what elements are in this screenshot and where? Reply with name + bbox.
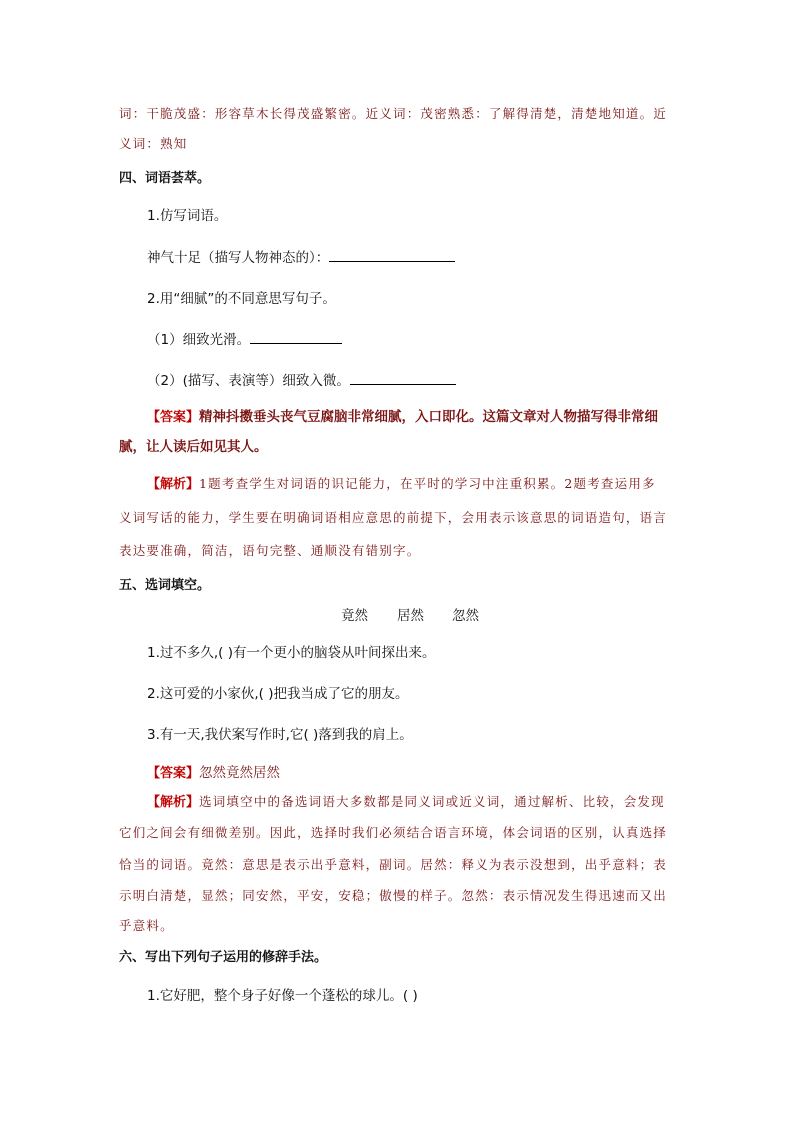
question-line [147,246,455,266]
question-text: （1）细致光滑。 [147,332,251,348]
answer-text: 精神抖擞垂头丧气豆腐脑非常细腻，入口即化。这篇文章对人物描写得非常细 [199,409,659,425]
analysis-block [147,473,656,492]
question-line [147,328,342,348]
analysis-block [147,791,665,810]
question-line: 2.这可爱的小家伙,( )把我当成了它的朋友。 [147,686,409,702]
word-choice: 居然 [397,608,424,624]
answer-tag: 【答案】 [147,410,200,425]
question-title: 1.仿写词语。 [147,208,228,224]
answer-text: 忽然竟然居然 [199,765,281,781]
section-heading: 五、选词填空。 [119,578,211,593]
analysis-tag: 【解析】 [147,795,200,810]
question-line: 3.有一天,我伏案写作时,它( )落到我的肩上。 [147,727,413,743]
question-text: 神气十足（描写人物神态的）： [147,250,330,266]
analysis-text: 恰当的词语。竟然：意思是表示出乎意料，副词。居然：释义为表示没想到，出乎意料；表 [119,857,668,872]
question-title: 2.用“细腻”的不同意思写句子。 [147,291,336,307]
analysis-text: 表达要准确，简洁，语句完整、通顺没有错别字。 [119,543,421,558]
analysis-text: 乎意料。 [119,918,174,933]
analysis-text: 1题考查学生对词语的识记能力，在平时的学习中注重积累。2题考查运用多 [199,476,656,491]
explanation-line: 词：干脆茂盛：形容草木长得茂盛繁密。近义词：茂密熟悉：了解得清楚，清楚地知道。近 [119,106,668,121]
word-choice: 忽然 [452,608,479,624]
section-heading: 六、写出下列句子运用的修辞手法。 [119,950,328,965]
question-line: 1.它好肥，整个身子好像一个蓬松的球儿。( ) [147,988,418,1004]
question-line: 1.过不多久,( )有一个更小的脑袋从叶间探出来。 [147,645,436,661]
answer-blank[interactable] [250,331,342,344]
analysis-text: 选词填空中的备选词语大多数都是同义词或近义词，通过解析、比较，会发现 [199,794,665,809]
section-heading: 四、词语荟萃。 [119,171,211,186]
analysis-text: 示明白清楚，显然；同安然，平安，安稳；傲慢的样子。忽然：表示情况发生得迅速而又出 [119,888,668,903]
analysis-text: 它们之间会有细微差别。因此，选择时我们必须结合语言环境，体会词语的区别，认真选择 [119,825,668,840]
answer-block [147,761,280,781]
answer-text: 腻，让人读后如见其人。 [119,439,268,455]
question-line [147,369,456,389]
answer-tag: 【答案】 [147,766,200,781]
explanation-line: 义词：熟知 [119,136,188,151]
answer-block [147,405,658,425]
question-text: （2）(描写、表演等）细致入微。 [147,373,350,389]
analysis-text: 义词写话的能力，学生要在明确词语相应意思的前提下，会用表示该意思的词语造句，语言 [119,510,668,525]
word-choice: 竟然 [341,608,368,624]
analysis-tag: 【解析】 [147,477,200,492]
answer-blank[interactable] [350,372,456,385]
answer-blank[interactable] [329,249,455,262]
